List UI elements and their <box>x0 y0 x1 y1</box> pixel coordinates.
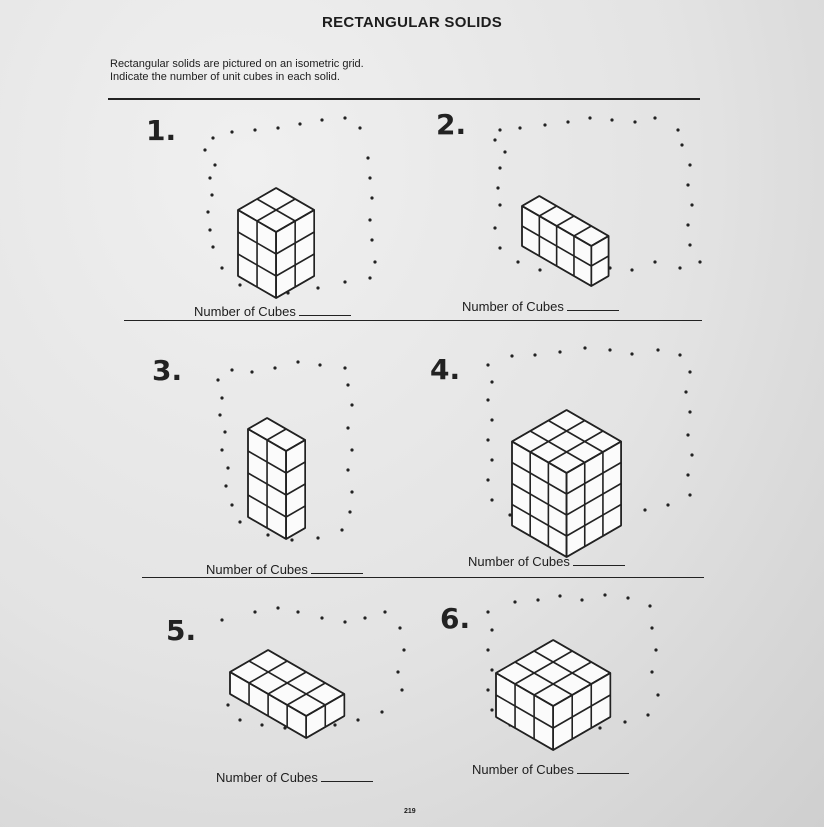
problem-1-number: 1. <box>146 114 177 147</box>
grid-dot <box>623 720 626 723</box>
grid-dot <box>486 610 489 613</box>
worksheet-title: RECTANGULAR SOLIDS <box>321 14 503 31</box>
grid-dot <box>626 596 629 599</box>
grid-dot <box>648 604 651 607</box>
problem-3-answer-label: Number of Cubes <box>206 562 308 577</box>
grid-dot <box>580 598 583 601</box>
problem-2-number: 2. <box>436 108 467 141</box>
grid-dot <box>490 708 493 711</box>
problem-4-answer-label: Number of Cubes <box>468 554 570 569</box>
grid-dot <box>490 628 493 631</box>
grid-dot <box>650 626 653 629</box>
page-number: 219 <box>404 808 416 815</box>
problem-4-number: 4. <box>430 353 461 386</box>
problem-6-answer-label: Number of Cubes <box>472 762 574 777</box>
problem-6-number: 6. <box>440 602 471 635</box>
grid-dot <box>650 670 653 673</box>
grid-dot <box>598 726 601 729</box>
grid-dot <box>646 713 649 716</box>
grid-dot <box>654 648 657 651</box>
problem-6-answer-blank[interactable] <box>577 761 629 774</box>
grid-dot <box>656 693 659 696</box>
problem-3-number: 3. <box>152 354 183 387</box>
grid-dot <box>558 594 561 597</box>
grid-dot <box>486 688 489 691</box>
problem-1-answer-label: Number of Cubes <box>194 304 296 319</box>
problem-5-answer-label: Number of Cubes <box>216 770 318 785</box>
grid-dot <box>486 648 489 651</box>
problem-5-number: 5. <box>166 614 197 647</box>
grid-dot <box>513 600 516 603</box>
problem-2-answer-label: Number of Cubes <box>462 299 564 314</box>
instruction-line-2: Indicate the number of unit cubes in each solid. <box>110 71 340 83</box>
problem-6-answer <box>472 761 629 777</box>
grid-dot <box>603 593 606 596</box>
grid-dot <box>536 598 539 601</box>
instruction-line-1: Rectangular solids are pictured on an isometric grid. <box>110 58 364 70</box>
grid-dot <box>490 668 493 671</box>
